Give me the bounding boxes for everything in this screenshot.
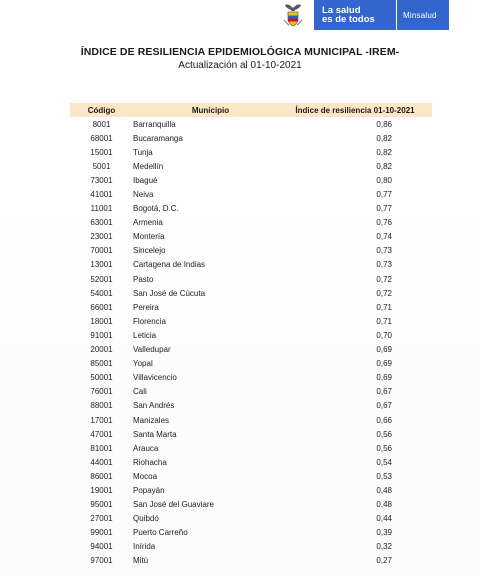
cell-index: 0,32 bbox=[376, 542, 392, 552]
table-row bbox=[70, 131, 432, 145]
table-row bbox=[70, 159, 432, 173]
table-row bbox=[70, 469, 432, 483]
table-row bbox=[70, 230, 432, 244]
cell-code: 97001 bbox=[90, 556, 113, 566]
cell-municipality: Villavicencio bbox=[133, 373, 177, 383]
cell-municipality: Medellín bbox=[133, 161, 164, 171]
cell-code: 44001 bbox=[90, 457, 113, 467]
column-header-code: Código bbox=[87, 105, 116, 115]
table-row bbox=[70, 173, 432, 187]
cell-index: 0,71 bbox=[376, 316, 392, 326]
cell-index: 0,48 bbox=[376, 500, 392, 510]
table-row bbox=[70, 117, 432, 131]
cell-index: 0,82 bbox=[376, 161, 392, 171]
cell-code: 5001 bbox=[92, 161, 111, 171]
cell-index: 0,82 bbox=[376, 133, 392, 143]
table-row bbox=[70, 145, 432, 159]
cell-index: 0,80 bbox=[376, 175, 392, 185]
cell-municipality: Neiva bbox=[133, 190, 154, 200]
cell-code: 11001 bbox=[90, 204, 113, 214]
table-row bbox=[70, 343, 432, 357]
cell-municipality: Riohacha bbox=[133, 457, 167, 467]
cell-index: 0,44 bbox=[376, 514, 392, 524]
cell-municipality: Santa Marta bbox=[133, 429, 177, 439]
cell-code: 20001 bbox=[90, 345, 113, 355]
table-row bbox=[70, 526, 432, 540]
table-row bbox=[70, 187, 432, 201]
cell-municipality: Bogotá, D.C. bbox=[133, 204, 179, 214]
cell-code: 63001 bbox=[90, 218, 113, 228]
cell-municipality: Pereira bbox=[133, 302, 159, 312]
column-header-index: Índice de resiliencia 01-10-2021 bbox=[295, 105, 415, 115]
cell-municipality: Tunja bbox=[133, 147, 153, 157]
cell-municipality: Armenia bbox=[133, 218, 163, 228]
cell-index: 0,82 bbox=[376, 147, 392, 157]
cell-index: 0,77 bbox=[376, 190, 392, 200]
cell-code: 17001 bbox=[90, 415, 113, 425]
coat-of-arms-icon bbox=[278, 0, 308, 30]
cell-index: 0,39 bbox=[376, 528, 392, 538]
table-row bbox=[70, 399, 432, 413]
cell-code: 86001 bbox=[90, 471, 113, 481]
cell-code: 23001 bbox=[90, 232, 113, 242]
cell-municipality: Popayán bbox=[133, 485, 165, 495]
table-row bbox=[70, 286, 432, 300]
cell-index: 0,69 bbox=[376, 359, 392, 369]
cell-index: 0,67 bbox=[376, 401, 392, 411]
cell-index: 0,77 bbox=[376, 204, 392, 214]
table-row bbox=[70, 540, 432, 554]
table-row bbox=[70, 554, 432, 568]
cell-code: 50001 bbox=[90, 373, 113, 383]
cell-code: 66001 bbox=[90, 302, 113, 312]
cell-code: 27001 bbox=[90, 514, 113, 524]
banner-slogan bbox=[322, 6, 390, 24]
cell-municipality: San José del Guaviare bbox=[133, 500, 214, 510]
table-row bbox=[70, 258, 432, 272]
table-row bbox=[70, 272, 432, 286]
cell-municipality: Inírida bbox=[133, 542, 156, 552]
slogan-line-1: La salud bbox=[322, 5, 361, 16]
cell-index: 0,69 bbox=[376, 373, 392, 383]
cell-municipality: Florencia bbox=[133, 316, 166, 326]
cell-code: 8001 bbox=[92, 119, 111, 129]
cell-code: 47001 bbox=[90, 429, 113, 439]
table-row bbox=[70, 455, 432, 469]
slogan-line-2: es de todos bbox=[322, 14, 375, 25]
cell-municipality: Leticia bbox=[133, 330, 157, 340]
cell-code: 68001 bbox=[90, 133, 113, 143]
table-row bbox=[70, 357, 432, 371]
cell-municipality: Mitú bbox=[133, 556, 149, 566]
column-header-municipality: Municipio bbox=[191, 105, 230, 115]
cell-index: 0,86 bbox=[376, 119, 392, 129]
table-row bbox=[70, 216, 432, 230]
cell-code: 70001 bbox=[90, 246, 113, 256]
table-body bbox=[70, 117, 432, 568]
cell-code: 99001 bbox=[90, 528, 113, 538]
cell-index: 0,67 bbox=[376, 387, 392, 397]
table-row bbox=[70, 202, 432, 216]
cell-municipality: Cartagena de Indias bbox=[133, 260, 206, 270]
cell-municipality: Cali bbox=[133, 387, 147, 397]
cell-municipality: Manizales bbox=[133, 415, 170, 425]
cell-code: 95001 bbox=[90, 500, 113, 510]
cell-index: 0,74 bbox=[376, 232, 392, 242]
cell-code: 41001 bbox=[90, 190, 113, 200]
resilience-table bbox=[70, 103, 432, 568]
cell-municipality: Yopal bbox=[133, 359, 153, 369]
cell-code: 54001 bbox=[90, 288, 113, 298]
table-row bbox=[70, 328, 432, 342]
table-row bbox=[70, 244, 432, 258]
cell-municipality: Barranquilla bbox=[133, 119, 176, 129]
table-row bbox=[70, 314, 432, 328]
cell-municipality: San José de Cúcuta bbox=[133, 288, 206, 298]
banner-entity: Minsalud bbox=[403, 10, 437, 20]
table-row bbox=[70, 371, 432, 385]
cell-index: 0,54 bbox=[376, 457, 392, 467]
document-title: ÍNDICE DE RESILIENCIA EPIDEMIOLÓGICA MUNICIPAL -IREM- bbox=[80, 46, 400, 58]
cell-municipality: Sincelejo bbox=[133, 246, 166, 256]
cell-index: 0,66 bbox=[376, 415, 392, 425]
table-row bbox=[70, 498, 432, 512]
document-subtitle: Actualización al 01-10-2021 bbox=[178, 60, 302, 71]
header-banner bbox=[278, 0, 449, 30]
cell-code: 19001 bbox=[90, 485, 113, 495]
table-row bbox=[70, 413, 432, 427]
cell-index: 0,48 bbox=[376, 485, 392, 495]
cell-index: 0,69 bbox=[376, 345, 392, 355]
table-row bbox=[70, 441, 432, 455]
cell-index: 0,53 bbox=[376, 471, 392, 481]
cell-code: 85001 bbox=[90, 359, 113, 369]
table-row bbox=[70, 427, 432, 441]
table-row bbox=[70, 512, 432, 526]
banner-blue-panel bbox=[314, 0, 449, 30]
cell-index: 0,27 bbox=[376, 556, 392, 566]
cell-municipality: Montería bbox=[133, 232, 165, 242]
cell-code: 13001 bbox=[90, 260, 113, 270]
cell-index: 0,70 bbox=[376, 330, 392, 340]
cell-code: 76001 bbox=[90, 387, 113, 397]
cell-index: 0,71 bbox=[376, 302, 392, 312]
cell-municipality: Puerto Carreño bbox=[133, 528, 188, 538]
table-header bbox=[70, 103, 432, 117]
cell-municipality: Pasto bbox=[133, 274, 154, 284]
cell-municipality: Arauca bbox=[133, 443, 159, 453]
cell-code: 15001 bbox=[90, 147, 113, 157]
cell-index: 0,76 bbox=[376, 218, 392, 228]
cell-index: 0,56 bbox=[376, 443, 392, 453]
cell-code: 94001 bbox=[90, 542, 113, 552]
cell-code: 88001 bbox=[90, 401, 113, 411]
cell-code: 81001 bbox=[90, 443, 113, 453]
banner-divider bbox=[396, 0, 397, 30]
cell-municipality: Valledupar bbox=[133, 345, 171, 355]
cell-municipality: Bucaramanga bbox=[133, 133, 183, 143]
table-row bbox=[70, 385, 432, 399]
cell-index: 0,72 bbox=[376, 274, 392, 284]
cell-index: 0,72 bbox=[376, 288, 392, 298]
cell-municipality: Mocoa bbox=[133, 471, 158, 481]
cell-index: 0,56 bbox=[376, 429, 392, 439]
cell-index: 0,73 bbox=[376, 246, 392, 256]
cell-municipality: San Andrés bbox=[133, 401, 175, 411]
cell-municipality: Quibdó bbox=[133, 514, 159, 524]
table-row bbox=[70, 483, 432, 497]
cell-municipality: Ibagué bbox=[133, 175, 158, 185]
cell-code: 52001 bbox=[90, 274, 113, 284]
cell-index: 0,73 bbox=[376, 260, 392, 270]
table-row bbox=[70, 300, 432, 314]
cell-code: 73001 bbox=[90, 175, 113, 185]
cell-code: 91001 bbox=[90, 330, 113, 340]
cell-code: 18001 bbox=[90, 316, 113, 326]
